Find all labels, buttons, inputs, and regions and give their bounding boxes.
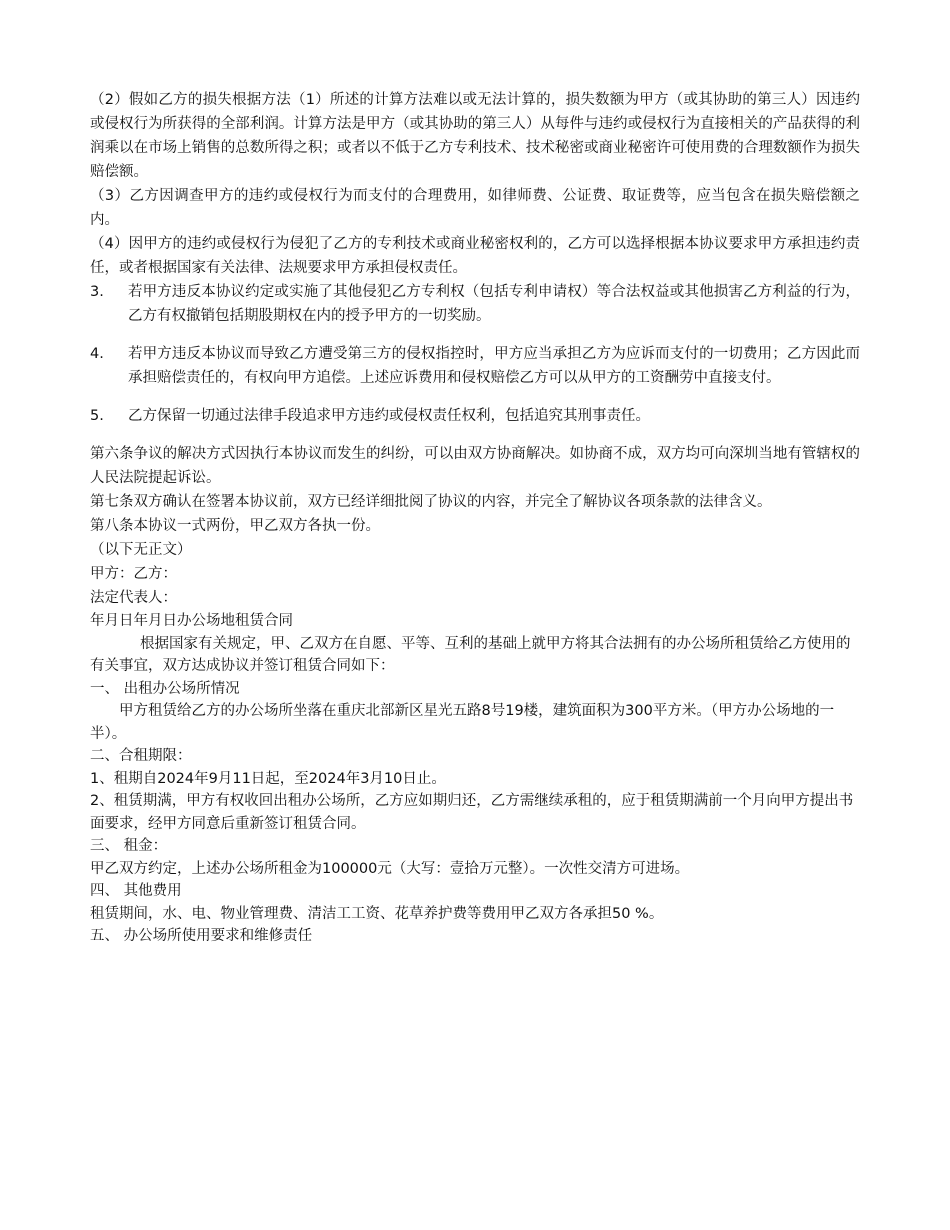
section-2-heading: 二、合租期限：: [90, 748, 192, 764]
legal-rep-line: 法定代表人：: [90, 590, 177, 606]
section-1-body: 甲方租赁给乙方的办公场所坐落在重庆北部新区星光五路8号19楼，建筑面积为300平方米。（甲方办公场地的一半）。: [90, 703, 835, 742]
article-8-para: 第八条本协议一式两份，甲乙双方各执一份。: [90, 518, 380, 534]
item-text: 乙方保留一切通过法律手段追求甲方违约或侵权责任权利，包括追究其刑事责任。: [128, 408, 650, 424]
party-signature-line: 甲方：乙方：: [90, 566, 177, 582]
item-number: 5.: [90, 408, 104, 424]
section-3-heading: 三、 租金：: [90, 838, 168, 854]
clause-3-para: （3）乙方因调查甲方的违约或侵权行为而支付的合理费用，如律师费、公证费、取证费等，应当包含在损失赔偿额之内。: [90, 188, 860, 228]
section-2-line-1: 1、租期自2024年9月11日起，至2024年3月10日止。: [90, 770, 446, 787]
item-number: 4.: [90, 346, 104, 362]
article-7-para: 第七条双方确认在签署本协议前，双方已经详细批阅了协议的内容，并完全了解协议各项条款的法律含义。: [90, 494, 772, 510]
article-6-para: 第六条争议的解决方式因执行本协议而发生的纠纷，可以由双方协商解决。如协商不成，双方均可向深圳当地有管辖权的人民法院提起诉讼。: [90, 446, 860, 486]
document-page: [90, 88, 860, 948]
section-4-body: 租赁期间，水、电、物业管理费、清洁工工资、花草养护费等费用甲乙双方各承担50 %。: [90, 905, 664, 922]
agreement-clauses: [90, 88, 860, 610]
section-4-heading: 四、 其他费用: [90, 883, 182, 899]
numbered-item-5: [90, 404, 860, 428]
clause-4-para: （4）因甲方的违约或侵权行为侵犯了乙方的专利技术或商业秘密权利的，乙方可以选择根据本协议要求甲方承担违约责任，或者根据国家有关法律、法规要求甲方承担侵权责任。: [90, 236, 860, 276]
item-text: 若甲方违反本协议而导致乙方遭受第三方的侵权指控时，甲方应当承担乙方为应诉而支付的一切费用；乙方因此而承担赔偿责任的，有权向甲方追偿。上述应诉费用和侵权赔偿乙方可以从甲方的工资酬劳中直接支付。: [128, 346, 860, 386]
lease-contract: [90, 610, 860, 948]
numbered-item-4: [90, 342, 860, 390]
item-text: 若甲方违反本协议约定或实施了其他侵犯乙方专利权（包括专利申请权）等合法权益或其他损害乙方利益的行为，乙方有权撤销包括期股期权在内的授予甲方的一切奖励。: [128, 284, 860, 324]
clause-2-para: （2）假如乙方的损失根据方法（1）所述的计算方法难以或无法计算的，损失数额为甲方（或其协助的第三人）因违约或侵权行为所获得的全部利润。计算方法是甲方（或其协助的第三人）从每件与违约或侵权行为直接相关的产品获得的利润乘以在市场上销售的总数所得之积；或者以不低于乙方专利技术、技术秘密或商业秘密许可使用费的合理数额作为损失赔偿额。: [90, 92, 860, 180]
item-number: 3.: [90, 284, 104, 300]
contract-intro: 根据国家有关规定，甲、乙双方在自愿、平等、互利的基础上就甲方将其合法拥有的办公场所租赁给乙方使用的有关事宜，双方达成协议并签订租赁合同如下：: [90, 635, 851, 674]
contract-title-line: 年月日年月日办公场地租赁合同: [90, 613, 293, 629]
section-5-heading: 五、 办公场所使用要求和维修责任: [90, 928, 313, 944]
section-2-line-2: 2、租赁期满，甲方有权收回出租办公场所，乙方应如期归还，乙方需继续承租的，应于租赁期满前一个月向甲方提出书面要求，经甲方同意后重新签订租赁合同。: [90, 793, 854, 832]
numbered-item-3: [90, 280, 860, 328]
section-3-body: 甲乙双方约定，上述办公场所租金为100000元（大写：壹拾万元整）。一次性交清方可进场。: [90, 860, 690, 877]
no-more-text-note: （以下无正文）: [90, 542, 192, 558]
section-1-heading: 一、 出租办公场所情况: [90, 680, 240, 697]
